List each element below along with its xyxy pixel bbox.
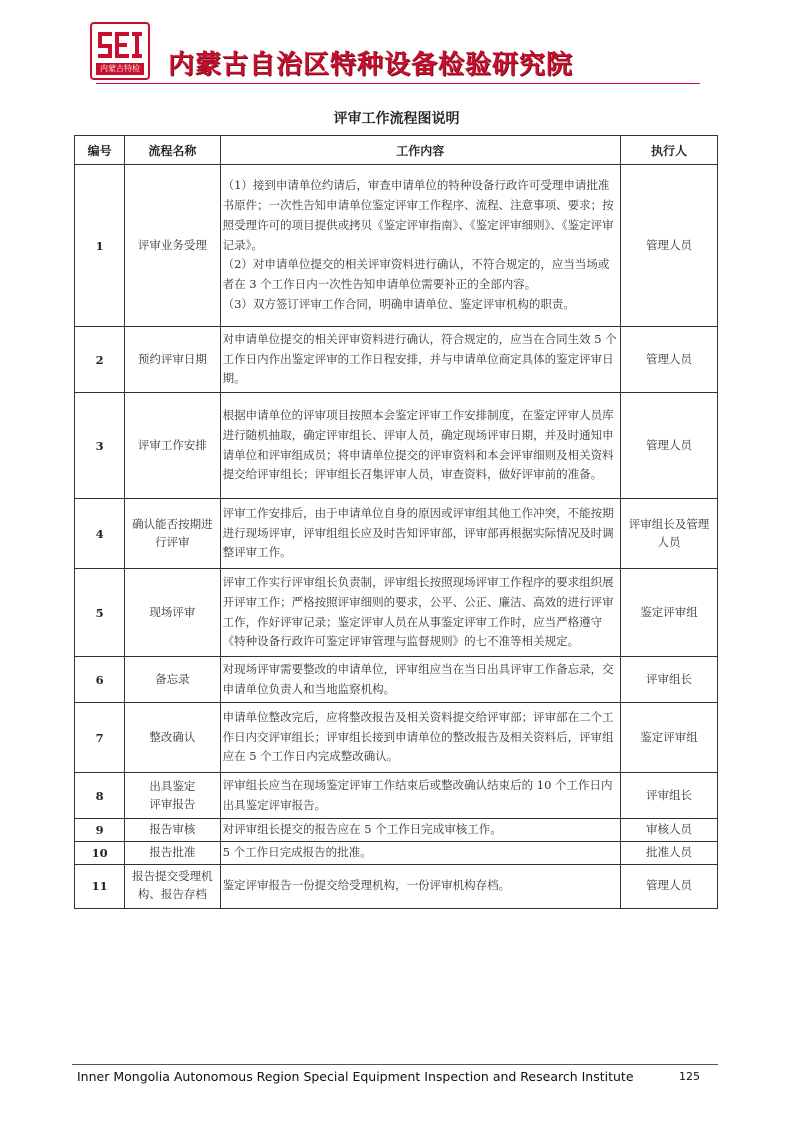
page-header <box>86 18 726 88</box>
work-content-line: 评审组长应当在现场鉴定评审工作结束后或整改确认结束后的 10 个工作日内出具鉴定评审报告。 <box>222 777 613 812</box>
table-row <box>75 841 718 864</box>
process-name <box>125 703 220 773</box>
process-name <box>125 864 220 908</box>
table-row <box>75 703 718 773</box>
process-name-line: 出具鉴定 <box>149 778 196 793</box>
executor <box>620 327 717 393</box>
work-content <box>220 703 620 773</box>
process-name-line: 预约评审日期 <box>137 351 207 366</box>
process-name-line: 评审报告 <box>149 796 196 811</box>
process-name-line: 确认能否按期进 <box>132 516 213 531</box>
process-name-line: 整改确认 <box>149 729 196 744</box>
executor <box>620 657 717 703</box>
process-name-line: 备忘录 <box>155 671 190 686</box>
table-row <box>75 327 718 393</box>
work-content <box>220 841 620 864</box>
header-work-content: 工作内容 <box>220 136 620 165</box>
work-content <box>220 165 620 327</box>
work-content-line: 评审工作安排后，由于申请单位自身的原因或评审组其他工作冲突，不能按期进行现场评审，评审组组长应及时告知评审部，评审部再根据实际情况及时调整评审工作。 <box>222 505 614 560</box>
executor-line: 鉴定评审组 <box>640 729 698 744</box>
executor <box>620 864 717 908</box>
process-name <box>125 393 220 499</box>
header-no: 编号 <box>75 136 125 165</box>
process-name-line: 评审业务受理 <box>137 237 207 252</box>
process-name <box>125 657 220 703</box>
process-name-line: 行评审 <box>155 534 190 549</box>
logo-caption: 内蒙古特检 <box>96 63 144 75</box>
process-table <box>74 135 718 909</box>
work-content-line: 对评审组长提交的报告应在 5 个工作日完成审核工作。 <box>222 822 502 836</box>
table-row <box>75 165 718 327</box>
executor-line: 鉴定评审组 <box>640 604 698 619</box>
process-name-line: 报告批准 <box>149 844 196 859</box>
row-number: 6 <box>75 657 125 703</box>
work-content <box>220 864 620 908</box>
process-name <box>125 569 220 657</box>
work-content-line: （2）对申请单位提交的相关评审资料进行确认，不符合规定的，应当当场或者在 3 个工作日内一次性告知申请单位需要补正的全部内容。 <box>222 257 610 292</box>
executor <box>620 841 717 864</box>
work-content <box>220 393 620 499</box>
executor <box>620 499 717 569</box>
table-body <box>75 165 718 909</box>
executor-line: 管理人员 <box>645 351 692 366</box>
table-row <box>75 657 718 703</box>
header-process-name: 流程名称 <box>125 136 220 165</box>
process-name <box>125 819 220 842</box>
table-row <box>75 819 718 842</box>
table-row <box>75 773 718 819</box>
work-content <box>220 327 620 393</box>
row-number: 7 <box>75 703 125 773</box>
executor <box>620 773 717 819</box>
work-content <box>220 569 620 657</box>
process-name-line: 报告审核 <box>149 821 196 836</box>
table-row <box>75 569 718 657</box>
work-content-line: 对现场评审需要整改的申请单位，评审组应当在当日出具评审工作备忘录，交申请单位负责人和当地监察机构。 <box>222 661 614 696</box>
row-number: 2 <box>75 327 125 393</box>
executor <box>620 165 717 327</box>
table-header-row <box>75 136 718 165</box>
header-divider <box>96 83 700 84</box>
executor-line: 审核人员 <box>645 821 692 836</box>
table-row <box>75 864 718 908</box>
executor <box>620 393 717 499</box>
document-title: 评审工作流程图说明 <box>333 111 460 127</box>
footer-institute-name: Inner Mongolia Autonomous Region Special Equipment Inspection and Research Institute <box>77 1069 634 1084</box>
row-number: 1 <box>75 165 125 327</box>
header-executor: 执行人 <box>620 136 717 165</box>
executor-line: 评审组长 <box>645 671 692 686</box>
work-content <box>220 657 620 703</box>
process-name <box>125 165 220 327</box>
process-name <box>125 773 220 819</box>
executor-line: 批准人员 <box>645 844 692 859</box>
process-name <box>125 499 220 569</box>
work-content-line: 评审工作实行评审组长负责制，评审组长按照现场评审工作程序的要求组织展开评审工作；严格按照评审细则的要求，公平、公正、廉洁、高效的进行评审工作，作好评审记录；鉴定评审人员在从事鉴定评审工作时，应当严格遵守《特种设备行政许可鉴定评审管理与监督规则》的七不准等相关规定。 <box>222 574 614 649</box>
process-name-line: 构、报告存档 <box>137 887 207 902</box>
row-number: 3 <box>75 393 125 499</box>
work-content <box>220 499 620 569</box>
row-number: 4 <box>75 499 125 569</box>
table-row <box>75 499 718 569</box>
footer-divider <box>72 1064 718 1065</box>
process-name <box>125 841 220 864</box>
work-content-line: 根据申请单位的评审项目按照本会鉴定评审工作安排制度，在鉴定评审人员库进行随机抽取，确定评审组长、评审人员，确定现场评审日期，并及时通知申请单位和评审组成员；将申请单位提交的评审资料和本会评审细则及相关资料提交给评审组长；评审组长召集评审人员，审查资料，做好评审前的准备。 <box>222 407 614 482</box>
executor <box>620 819 717 842</box>
executor-line: 评审组长 <box>645 787 692 802</box>
work-content <box>220 819 620 842</box>
table-row <box>75 393 718 499</box>
institute-logo <box>90 22 150 80</box>
work-content-line: 申请单位整改完后，应将整改报告及相关资料提交给评审部；评审部在二个工作日内交评审组长；评审组长接到申请单位的整改报告及相关资料后，评审组应在 5 个工作日内完成整改确认。 <box>222 709 614 764</box>
work-content-line: 对申请单位提交的相关评审资料进行确认，符合规定的，应当在合同生效 5 个工作日内作出鉴定评审的工作日程安排，并与申请单位商定具体的鉴定评审日期。 <box>222 331 617 386</box>
row-number: 9 <box>75 819 125 842</box>
organization-name: 内蒙古自治区特种设备检验研究院 <box>168 50 574 80</box>
process-name-line: 报告提交受理机 <box>132 869 213 884</box>
page-number: 125 <box>679 1070 700 1083</box>
executor <box>620 569 717 657</box>
work-content-line: （1）接到申请单位约请后，审查申请单位的特种设备行政许可受理申请批准书原件；一次性告知申请单位鉴定评审工作程序、流程、注意事项、要求；按照受理许可的项目提供或拷贝《鉴定评审指南》、《鉴定评审细则》、《鉴定评审记录》。 <box>222 178 614 252</box>
row-number: 8 <box>75 773 125 819</box>
process-name-line: 现场评审 <box>149 604 196 619</box>
work-content <box>220 773 620 819</box>
work-content-line: 鉴定评审报告一份提交给受理机构，一份评审机构存档。 <box>222 878 511 893</box>
executor-line: 人员 <box>657 534 681 549</box>
executor-line: 评审组长及管理 <box>628 516 710 531</box>
row-number: 5 <box>75 569 125 657</box>
work-content-line: （3）双方签订评审工作合同，明确申请单位、鉴定评审机构的职责。 <box>222 296 575 311</box>
executor-line: 管理人员 <box>645 437 692 452</box>
row-number: 11 <box>75 864 125 908</box>
work-content-line: 5 个工作日完成报告的批准。 <box>222 844 372 859</box>
process-name <box>125 327 220 393</box>
row-number: 10 <box>75 841 125 864</box>
executor <box>620 703 717 773</box>
executor-line: 管理人员 <box>645 878 692 893</box>
process-name-line: 评审工作安排 <box>137 437 207 452</box>
executor-line: 管理人员 <box>645 237 692 252</box>
